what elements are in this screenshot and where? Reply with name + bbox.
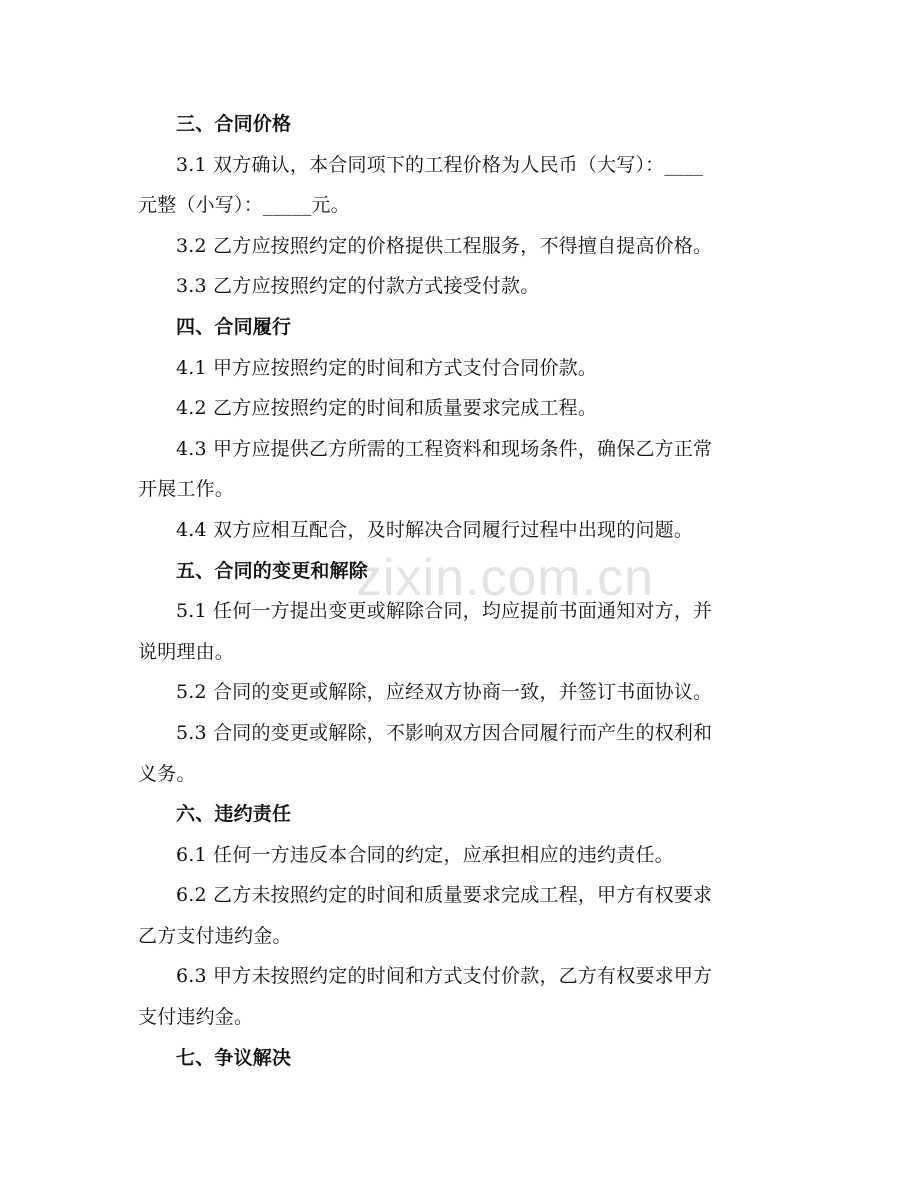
clause-line: 6.1 任何一方违反本合同的约定，应承担相应的违约责任。 (176, 843, 674, 866)
clause-line: 4.2 乙方应按照约定的时间和质量要求完成工程。 (176, 397, 598, 420)
clause-continuation: 开展工作。 (138, 478, 235, 501)
clause-line: 4.1 甲方应按照约定的时间和方式支付合同价款。 (176, 356, 598, 379)
clause-continuation: 元整（小写）：_____元。 (138, 194, 350, 217)
section-heading: 六、违约责任 (176, 803, 292, 826)
section-heading: 三、合同价格 (176, 113, 292, 135)
clause-line: 3.3 乙方应按照约定的付款方式接受付款。 (176, 275, 540, 298)
section-heading: 四、合同履行 (176, 315, 292, 338)
clause-continuation: 义务。 (138, 762, 196, 785)
clause-line: 6.2 乙方未按照约定的时间和质量要求完成工程，甲方有权要求 (176, 884, 713, 907)
clause-line: 5.2 合同的变更或解除，应经双方协商一致，并签订书面协议。 (176, 681, 713, 704)
clause-line: 4.3 甲方应提供乙方所需的工程资料和现场条件，确保乙方正常 (176, 437, 713, 460)
clause-line: 3.2 乙方应按照约定的价格提供工程服务，不得擅自提高价格。 (176, 234, 713, 257)
watermark: zixin.com.cn (356, 549, 655, 607)
clause-line: 6.3 甲方未按照约定的时间和方式支付价款，乙方有权要求甲方 (176, 965, 713, 988)
clause-continuation: 说明理由。 (138, 640, 235, 663)
document-body (138, 104, 770, 1078)
clause-line: 5.3 合同的变更或解除，不影响双方因合同履行而产生的权利和 (176, 721, 713, 744)
clause-line: 4.4 双方应相互配合，及时解决合同履行过程中出现的问题。 (176, 518, 694, 541)
section-heading: 五、合同的变更和解除 (176, 559, 369, 582)
clause-line: 3.1 双方确认，本合同项下的工程价格为人民币（大写）：____ (176, 153, 704, 176)
clause-continuation: 乙方支付违约金。 (138, 924, 292, 947)
section-heading: 七、争议解决 (176, 1046, 292, 1069)
clause-continuation: 支付违约金。 (138, 1006, 254, 1029)
clause-line: 5.1 任何一方提出变更或解除合同，均应提前书面通知对方，并 (176, 600, 713, 623)
